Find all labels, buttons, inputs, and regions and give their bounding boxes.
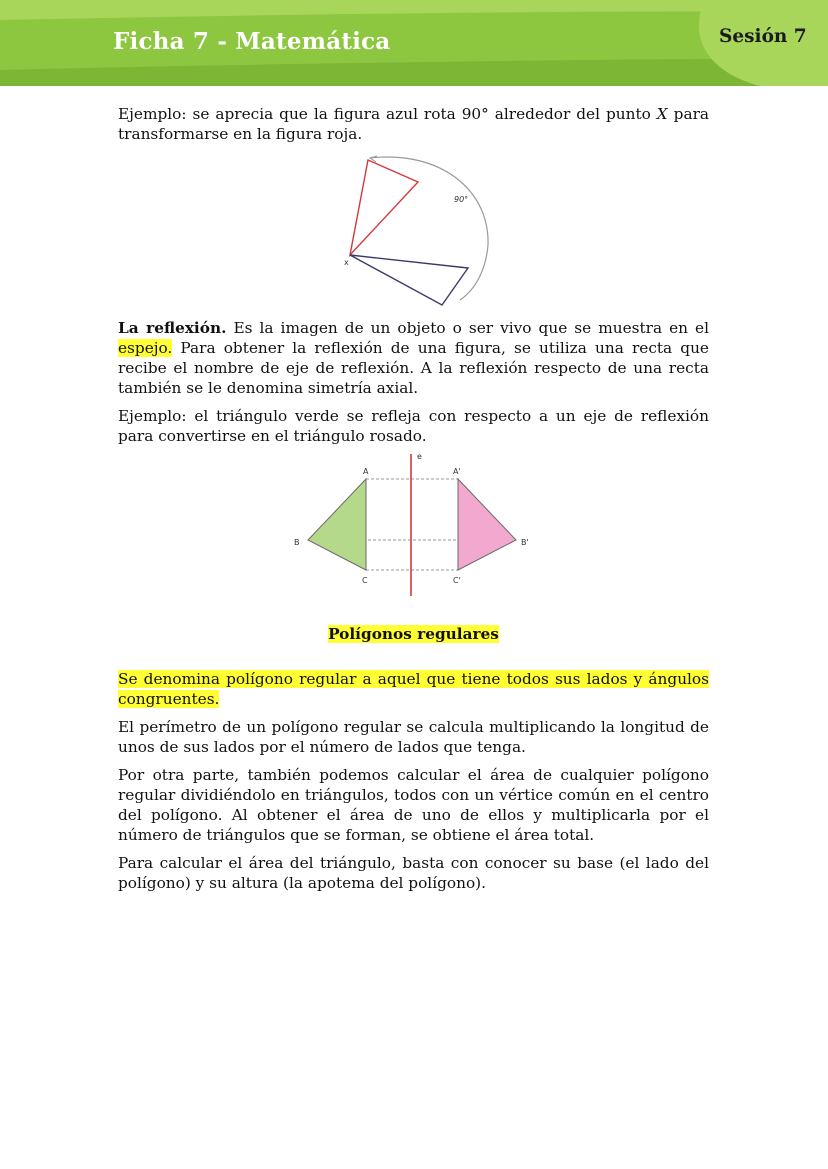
label-c: C: [362, 576, 368, 585]
label-b-prime: B': [521, 538, 529, 547]
point-x-label: x: [344, 258, 349, 267]
rotation-figure: [330, 150, 500, 310]
reflection-example-text: Ejemplo: el triángulo verde se refleja con respecto a un eje de reflexión para convertirse en el triángulo rosado.: [118, 407, 709, 445]
reflection-definition: La reflexión. Es la imagen de un objeto o ser vivo que se muestra en el espejo. Para obtener la reflexión de una figura, se utiliza una recta que recibe el nombre de eje de reflexión. A la reflexión respecto de una recta también se le denomina simetría axial.: [118, 319, 709, 397]
blue-figure: [350, 255, 468, 305]
page-content: [118, 104, 709, 144]
angle-label: 90°: [454, 195, 469, 204]
rotation-arc: [370, 157, 488, 300]
label-c-prime: C': [453, 576, 461, 585]
label-a: A: [363, 467, 369, 476]
pink-triangle: [458, 479, 516, 570]
page-header: [0, 0, 828, 90]
green-triangle: [308, 479, 366, 570]
label-b: B: [294, 538, 300, 547]
area-text: Por otra parte, también podemos calcular el área de cualquier polígono regular dividiéndolo en triángulos, todos con un vértice común en el centro del polígono. Al obtener el área de uno de ellos y multiplicarla por el número de triángulos que se forman, se obtiene el área total.: [118, 766, 709, 844]
polygon-definition: Se denomina polígono regular a aquel que tiene todos sus lados y ángulos congruentes.: [118, 670, 709, 708]
polygons-section: [118, 624, 709, 893]
reflection-section: [118, 318, 709, 446]
perimeter-text: El perímetro de un polígono regular se calcula multiplicando la longitud de unos de sus lados por el número de lados que tenga.: [118, 718, 709, 756]
document-title: Ficha 7 - Matemática: [113, 28, 391, 55]
reflection-figure: [290, 450, 540, 600]
session-label: Sesión 7: [719, 26, 807, 47]
triangle-area-text: Para calcular el área del triángulo, basta con conocer su base (el lado del polígono) y su altura (la apotema del polígono).: [118, 854, 709, 892]
label-a-prime: A': [453, 467, 461, 476]
red-figure: [350, 160, 418, 255]
section-title: Polígonos regulares: [328, 625, 499, 643]
rotation-example-text: Ejemplo: se aprecia que la figura azul rota 90° alrededor del punto X para transformarse en la figura roja.: [118, 105, 709, 143]
highlighted-word: espejo.: [118, 339, 173, 357]
label-axis: e: [417, 452, 422, 461]
